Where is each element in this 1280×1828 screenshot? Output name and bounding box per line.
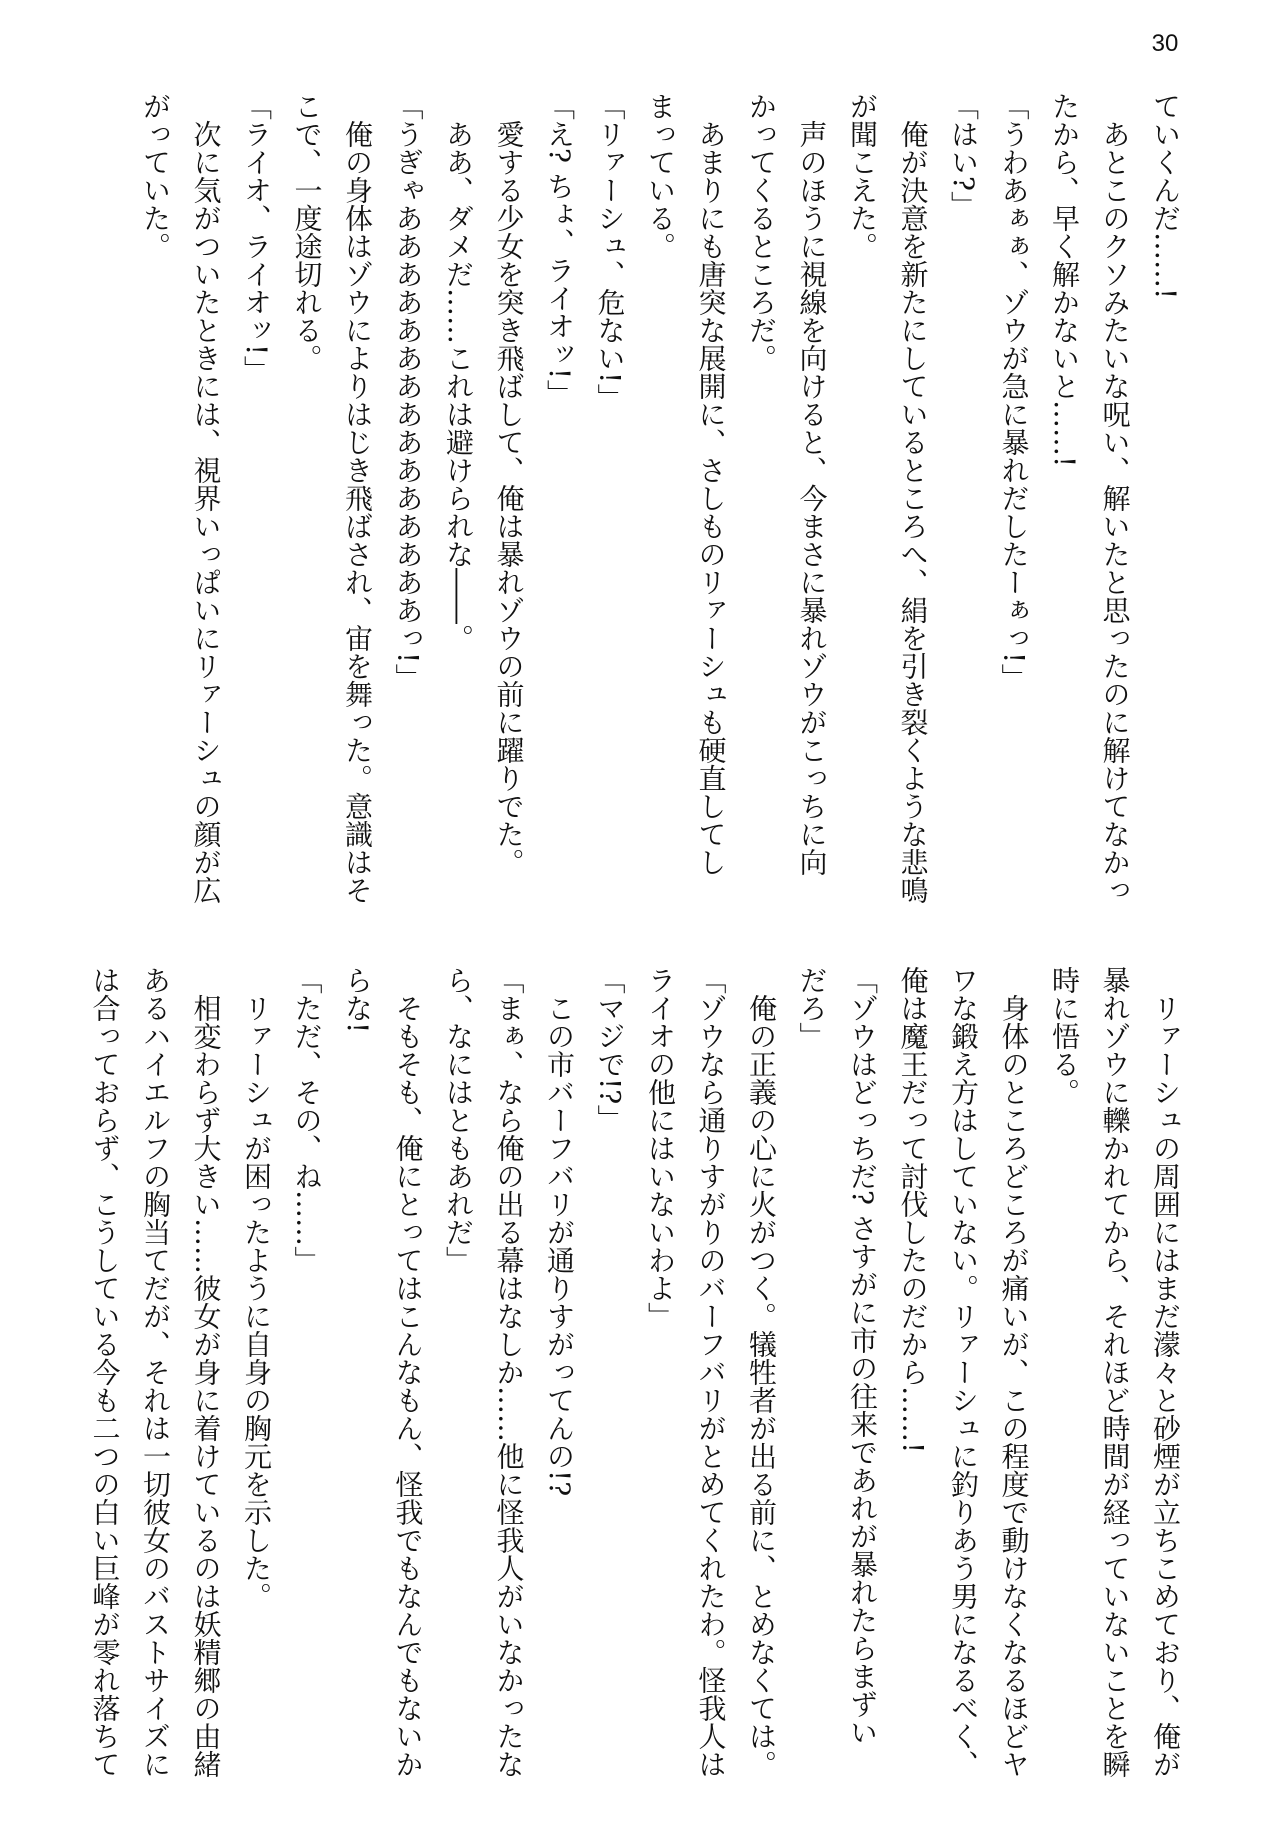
text-column: まっている。 [644,92,677,260]
text-column: 相変わらず大きい……彼女が身に着けているのは妖精郷の由緒 [189,966,223,1778]
text-column: リァーシュの周囲にはまだ濛々と砂煙が立ちこめており、俺が [1149,966,1182,1778]
text-column: ワな鍛え方はしていない。リァーシュに釣りあう男になるべく、 [947,966,980,1778]
text-column: 「え? ちょ、ライオッ!」 [543,92,576,408]
text-column: は合っておらず、こうしている今も二つの白い巨峰が零れ落ちて [88,966,122,1778]
text-column: かってくるところだ。 [745,92,778,372]
text-column: リァーシュが困ったように自身の胸元を示した。 [240,966,273,1610]
text-column: 時に悟る。 [1048,966,1081,1106]
text-column: 「まぁ、なら俺の出る幕はなしか……他に怪我人がいなかったな [492,966,526,1778]
text-column: が聞こえた。 [846,92,879,260]
text-column: 次に気がついたときには、視界いっぱいにリァーシュの顔が広 [189,92,223,904]
text-column: 暴れゾウに轢かれてから、それほど時間が経っていないことを瞬 [1098,966,1132,1778]
text-column: がっていた。 [139,92,172,260]
text-column: 「ゾウなら通りすがりのバーフバリがとめてくれたわ。怪我人は [694,966,728,1778]
text-column: この市バーフバリが通りすがってんの!? [543,966,576,1497]
text-column: 「ただ、その、ね……」 [290,966,324,1274]
text-block-lower [79,966,1190,1796]
text-column: 「うわあぁぁ、ゾウが急に暴れだしたーぁっ!」 [997,92,1031,692]
text-column: ああ、ダメだ……これは避けられな――。 [442,92,475,652]
text-column: そもそも、俺にとってはこんなもん、怪我でもなんでもないか [391,966,425,1778]
text-block-upper [130,92,1191,922]
text-column: こで、一度途切れる。 [290,92,324,372]
text-column: 俺が決意を新たにしているところへ、絹を引き裂くような悲鳴 [896,92,930,904]
text-column: 「はい?」 [947,92,980,220]
text-column: あとこのクソみたいな呪い、解いたと思ったのに解けてなかっ [1098,92,1132,904]
text-column: 「ライオ、ライオッ!」 [240,92,273,384]
text-column: 身体のところどころが痛いが、この程度で動けなくなるほどヤ [997,966,1031,1778]
text-column: あまりにも唐突な展開に、さしものリァーシュも硬直してし [694,92,728,876]
text-column: 声のほうに視線を向けると、今まさに暴れゾウがこっちに向 [795,92,829,876]
text-column: らな! [341,966,374,1034]
text-column: 俺は魔王だって討伐したのだから……! [896,966,930,1454]
text-column: あるハイエルフの胸当てだが、それは一切彼女のバストサイズに [139,966,172,1778]
text-column: 俺の身体はゾウによりはじき飛ばされ、宙を舞った。意識はそ [341,92,374,904]
page-number: 30 [1151,30,1179,57]
text-column: たから、早く解かないと……! [1048,92,1081,468]
text-column: ら、なにはともあれだ」 [442,966,475,1274]
text-column: 俺の正義の心に火がつく。犠牲者が出る前に、とめなくては。 [745,966,778,1778]
text-column: 「リァーシュ、危ない!」 [593,92,627,412]
text-column: 「マジで!?」 [593,966,627,1133]
text-column: 「ゾウはどっちだ? さすがに市の往来であれが暴れたらまずい [846,966,879,1746]
text-column: ライオの他にはいないわよ」 [644,966,677,1330]
text-column: 「うぎゃあああああああああああああああっ!」 [391,92,425,692]
text-column: 愛する少女を突き飛ばして、俺は暴れゾウの前に躍りでた。 [492,92,526,876]
text-column: だろ」 [795,966,829,1050]
text-column: ていくんだ……! [1149,92,1182,300]
